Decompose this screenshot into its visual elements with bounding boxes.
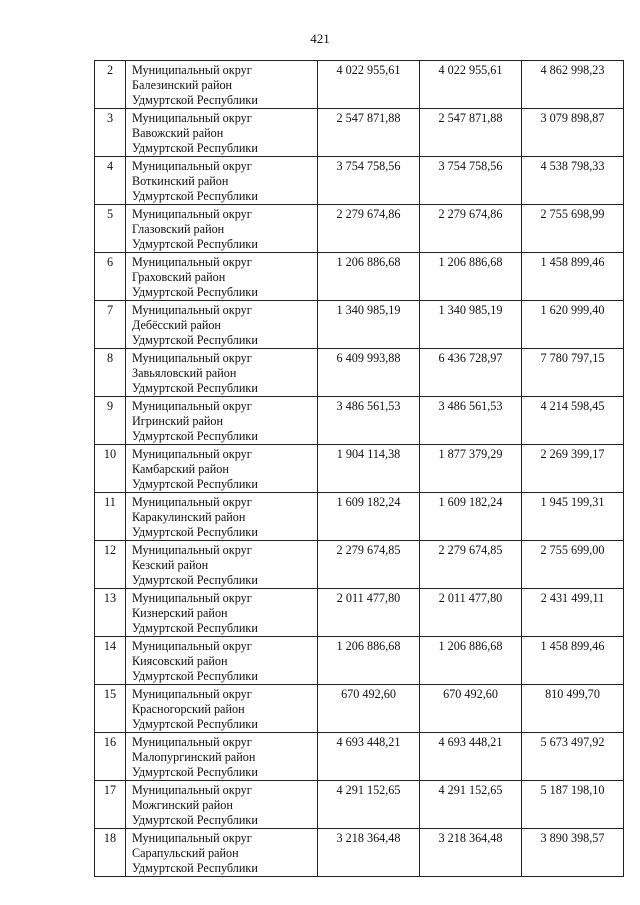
- amount-cell-2: 1 206 886,68: [420, 637, 522, 685]
- amount-cell-2: 670 492,60: [420, 685, 522, 733]
- amount-cell-3: 5 673 497,92: [522, 733, 624, 781]
- row-number-cell: 15: [95, 685, 126, 733]
- table-body: [95, 61, 624, 877]
- amount-cell-2: 2 011 477,80: [420, 589, 522, 637]
- amount-cell-3: 7 780 797,15: [522, 349, 624, 397]
- amount-cell-3: 5 187 198,10: [522, 781, 624, 829]
- amount-cell-3: 3 890 398,57: [522, 829, 624, 877]
- amount-cell-1: 4 022 955,61: [318, 61, 420, 109]
- municipality-name-cell: Муниципальный округ Можгинский район Удмуртской Республики: [126, 781, 318, 829]
- amount-cell-2: 1 340 985,19: [420, 301, 522, 349]
- municipality-name-cell: Муниципальный округ Граховский район Удмуртской Республики: [126, 253, 318, 301]
- amount-cell-3: 2 269 399,17: [522, 445, 624, 493]
- amount-cell-1: 2 547 871,88: [318, 109, 420, 157]
- amount-cell-3: 1 945 199,31: [522, 493, 624, 541]
- row-number-cell: 6: [95, 253, 126, 301]
- amount-cell-3: 1 458 899,46: [522, 637, 624, 685]
- table-row: [95, 637, 624, 685]
- amount-cell-1: 1 206 886,68: [318, 253, 420, 301]
- municipality-name-cell: Муниципальный округ Кезский район Удмуртской Республики: [126, 541, 318, 589]
- municipality-name-cell: Муниципальный округ Вавожский район Удмуртской Республики: [126, 109, 318, 157]
- amount-cell-2: 2 279 674,85: [420, 541, 522, 589]
- municipality-name-cell: Муниципальный округ Игринский район Удмуртской Республики: [126, 397, 318, 445]
- municipality-name-cell: Муниципальный округ Дебёсский район Удмуртской Республики: [126, 301, 318, 349]
- table-row: [95, 589, 624, 637]
- amount-cell-3: 4 214 598,45: [522, 397, 624, 445]
- amount-cell-1: 1 206 886,68: [318, 637, 420, 685]
- amount-cell-1: 3 218 364,48: [318, 829, 420, 877]
- amount-cell-3: 810 499,70: [522, 685, 624, 733]
- amount-cell-2: 1 609 182,24: [420, 493, 522, 541]
- amount-cell-3: 2 755 699,00: [522, 541, 624, 589]
- amount-cell-3: 4 862 998,23: [522, 61, 624, 109]
- amount-cell-3: 3 079 898,87: [522, 109, 624, 157]
- municipality-name-cell: Муниципальный округ Воткинский район Удмуртской Республики: [126, 157, 318, 205]
- amount-cell-2: 4 693 448,21: [420, 733, 522, 781]
- row-number-cell: 9: [95, 397, 126, 445]
- amount-cell-2: 1 877 379,29: [420, 445, 522, 493]
- amount-cell-1: 6 409 993,88: [318, 349, 420, 397]
- row-number-cell: 10: [95, 445, 126, 493]
- table-row: [95, 205, 624, 253]
- amount-cell-2: 6 436 728,97: [420, 349, 522, 397]
- municipality-name-cell: Муниципальный округ Каракулинский район Удмуртской Республики: [126, 493, 318, 541]
- amount-cell-1: 1 904 114,38: [318, 445, 420, 493]
- row-number-cell: 7: [95, 301, 126, 349]
- municipality-name-cell: Муниципальный округ Кизнерский район Удмуртской Республики: [126, 589, 318, 637]
- amount-cell-3: 4 538 798,33: [522, 157, 624, 205]
- table-row: [95, 109, 624, 157]
- municipality-name-cell: Муниципальный округ Красногорский район Удмуртской Республики: [126, 685, 318, 733]
- table-row: [95, 301, 624, 349]
- amount-cell-1: 2 279 674,85: [318, 541, 420, 589]
- amount-cell-2: 3 754 758,56: [420, 157, 522, 205]
- amount-cell-2: 1 206 886,68: [420, 253, 522, 301]
- row-number-cell: 16: [95, 733, 126, 781]
- table-row: [95, 685, 624, 733]
- table-row: [95, 157, 624, 205]
- table-row: [95, 733, 624, 781]
- municipality-name-cell: Муниципальный округ Глазовский район Удмуртской Республики: [126, 205, 318, 253]
- table-row: [95, 829, 624, 877]
- table-row: [95, 253, 624, 301]
- budget-table: [94, 60, 624, 877]
- table-row: [95, 781, 624, 829]
- municipality-name-cell: Муниципальный округ Киясовский район Удмуртской Республики: [126, 637, 318, 685]
- table-row: [95, 541, 624, 589]
- municipality-name-cell: Муниципальный округ Завьяловский район Удмуртской Республики: [126, 349, 318, 397]
- table-row: [95, 349, 624, 397]
- row-number-cell: 17: [95, 781, 126, 829]
- municipality-name-cell: Муниципальный округ Камбарский район Удмуртской Республики: [126, 445, 318, 493]
- amount-cell-2: 3 218 364,48: [420, 829, 522, 877]
- amount-cell-1: 670 492,60: [318, 685, 420, 733]
- row-number-cell: 4: [95, 157, 126, 205]
- amount-cell-3: 1 620 999,40: [522, 301, 624, 349]
- amount-cell-1: 4 291 152,65: [318, 781, 420, 829]
- table-row: [95, 445, 624, 493]
- municipality-name-cell: Муниципальный округ Малопургинский район Удмуртской Республики: [126, 733, 318, 781]
- table-row: [95, 397, 624, 445]
- row-number-cell: 2: [95, 61, 126, 109]
- amount-cell-2: 4 022 955,61: [420, 61, 522, 109]
- row-number-cell: 14: [95, 637, 126, 685]
- row-number-cell: 3: [95, 109, 126, 157]
- amount-cell-2: 2 279 674,86: [420, 205, 522, 253]
- page-number: 421: [310, 31, 330, 46]
- amount-cell-1: 3 754 758,56: [318, 157, 420, 205]
- row-number-cell: 5: [95, 205, 126, 253]
- table-row: [95, 493, 624, 541]
- amount-cell-3: 2 431 499,11: [522, 589, 624, 637]
- amount-cell-1: 3 486 561,53: [318, 397, 420, 445]
- amount-cell-1: 2 279 674,86: [318, 205, 420, 253]
- amount-cell-2: 3 486 561,53: [420, 397, 522, 445]
- table-row: [95, 61, 624, 109]
- amount-cell-3: 1 458 899,46: [522, 253, 624, 301]
- row-number-cell: 13: [95, 589, 126, 637]
- amount-cell-1: 2 011 477,80: [318, 589, 420, 637]
- municipality-name-cell: Муниципальный округ Балезинский район Удмуртской Республики: [126, 61, 318, 109]
- row-number-cell: 8: [95, 349, 126, 397]
- municipality-name-cell: Муниципальный округ Сарапульский район Удмуртской Республики: [126, 829, 318, 877]
- amount-cell-1: 1 609 182,24: [318, 493, 420, 541]
- amount-cell-3: 2 755 698,99: [522, 205, 624, 253]
- row-number-cell: 18: [95, 829, 126, 877]
- amount-cell-2: 2 547 871,88: [420, 109, 522, 157]
- amount-cell-1: 1 340 985,19: [318, 301, 420, 349]
- amount-cell-2: 4 291 152,65: [420, 781, 522, 829]
- amount-cell-1: 4 693 448,21: [318, 733, 420, 781]
- row-number-cell: 12: [95, 541, 126, 589]
- row-number-cell: 11: [95, 493, 126, 541]
